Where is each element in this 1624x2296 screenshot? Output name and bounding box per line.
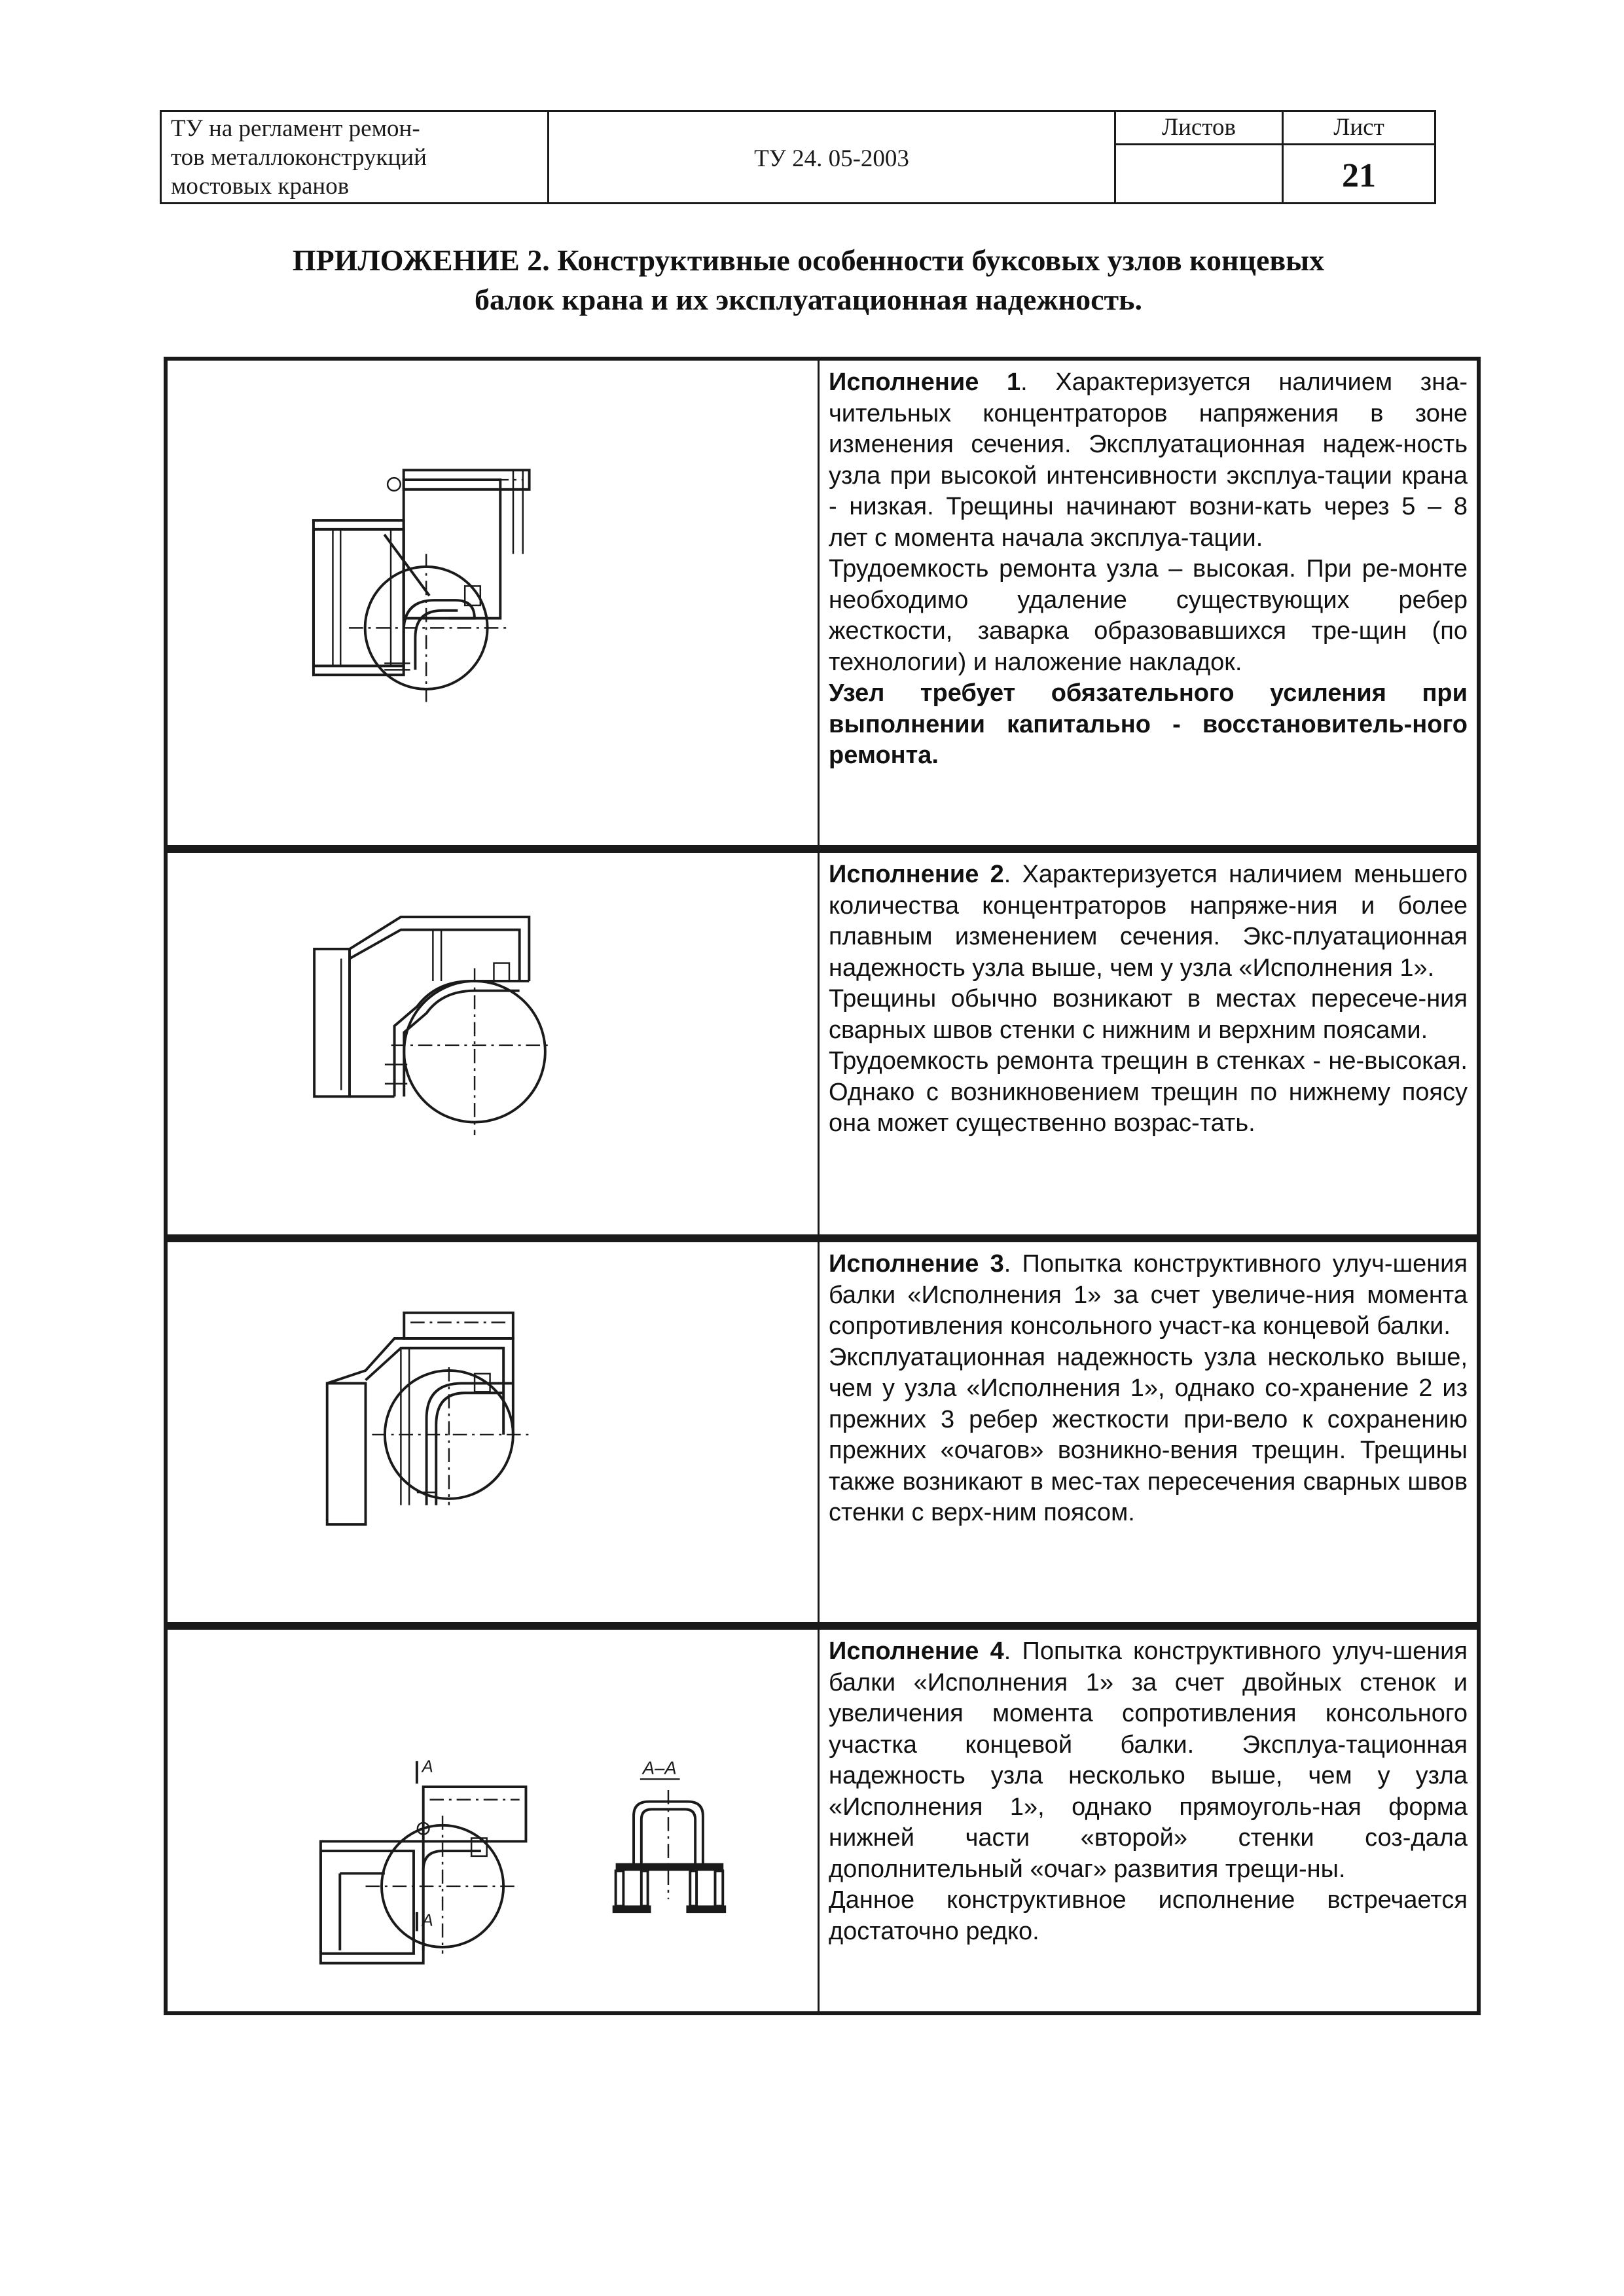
variant-3-drawing [168, 1242, 818, 1622]
doc-name-cell [162, 112, 549, 202]
doc-code-cell [549, 112, 1116, 202]
variant-2-para-3: Трудоемкость ремонта трещин в стенках - не-высокая. Однако с возникновением трещин по нижнему поясу она может существенно возрас-тать. [829, 1047, 1468, 1137]
stamp-divider [1116, 143, 1434, 145]
sheet-number-cell [1284, 112, 1434, 202]
variant-row-2 [164, 849, 1481, 1238]
variant-4-para-2: Данное конструктивное исполнение встречается достаточно редко. [829, 1886, 1468, 1945]
variant-4-text [829, 1636, 1468, 1947]
sheet-label: Лист [1333, 114, 1384, 141]
variant-4-drawing-cell [168, 1630, 820, 2011]
variant-1-drawing [168, 361, 818, 845]
page-title [170, 241, 1447, 319]
sheets-total-cell [1116, 112, 1284, 202]
variant-4-para-1: . Попытка конструктивного улуч-шения балки «Исполнения 1» за счет двойных стенок и увеличения момента сопротивления консольного участка концевой балки. Эксплуа-тационная надежность узла несколько выше, чем у узла «Исполнения 1», однако прямоуголь-ная форма нижней части «второй» стенки соз-дала дополнительный «очаг» развития трещи-ны. [829, 1638, 1468, 1883]
variant-1-text [829, 367, 1468, 772]
sheets-label: Листов [1162, 114, 1236, 141]
variant-1-heading: Исполнение 1 [829, 368, 1021, 396]
variant-1-para-1: . Характеризуется наличием зна-чительных концентраторов напряжения в зоне изменения сечения. Эксплуатационная надеж-ность узла при высокой интенсивности эксплуа-тации крана - низкая. Трещины начинают возни-кать через 5 – 8 лет с момента начала эксплуа-тации. [829, 368, 1468, 552]
doc-name: ТУ на регламент ремон- тов металлоконструкций мостовых кранов [171, 115, 427, 200]
variant-2-text [829, 859, 1468, 1139]
variant-3-drawing-cell [168, 1242, 820, 1622]
title-line-2: балок крана и их эксплуатационная надежность. [475, 283, 1142, 316]
header-stamp [160, 110, 1436, 204]
section-mark-bottom: A [422, 1911, 433, 1930]
variant-1-emphasis: Узел требует обязательного усиления при выполнении капитально - восстановитель-ного ремонта. [829, 679, 1468, 769]
variant-row-4 [164, 1626, 1481, 2015]
variant-2-para-2: Трещины обычно возникают в местах пересече-ния сварных швов стенки с нижним и верхним поясами. [829, 985, 1468, 1044]
variant-1-para-2: Трудоемкость ремонта узла – высокая. При ре-монте необходимо удаление существующих ребер жесткости, заварка образовавшихся тре-щин (по технологии) и наложение накладок. [829, 555, 1468, 676]
variant-row-1 [164, 357, 1481, 849]
variant-3-text [829, 1249, 1468, 1529]
variant-2-para-1: . Характеризуется наличием меньшего количества концентраторов напряже-ния и более плавным изменением сечения. Экс-плуатационная надежность узла выше, чем у узла «Исполнения 1». [829, 861, 1468, 982]
variant-1-drawing-cell [168, 361, 820, 845]
variant-row-3 [164, 1238, 1481, 1626]
variant-2-heading: Исполнение 2 [829, 861, 1004, 888]
variant-3-para-1: . Попытка конструктивного улуч-шения балки «Исполнения 1» за счет увеличе-ния момента сопротивления консольного участ-ка концевой балки. [829, 1250, 1468, 1340]
sheet-number: 21 [1342, 157, 1376, 194]
variant-3-heading: Исполнение 3 [829, 1250, 1004, 1278]
variant-4-heading: Исполнение 4 [829, 1638, 1004, 1665]
variant-2-drawing [168, 853, 818, 1234]
title-line-1: ПРИЛОЖЕНИЕ 2. Конструктивные особенности буксовых узлов концевых [292, 243, 1325, 277]
variant-4-drawing [168, 1630, 818, 2011]
section-title: A–A [642, 1757, 677, 1778]
section-mark-top: A [422, 1757, 433, 1776]
variant-2-drawing-cell [168, 853, 820, 1234]
variant-3-para-2: Эксплуатационная надежность узла несколько выше, чем у узла «Исполнения 1», однако со-хранение 2 из прежних 3 ребер жесткости при-вело к сохранению прежних «очагов» возникно-вения трещин. Трещины также возникают в мес-тах пересечения сварных швов стенки с верх-ним поясом. [829, 1343, 1468, 1526]
doc-code: ТУ 24. 05-2003 [754, 145, 909, 172]
